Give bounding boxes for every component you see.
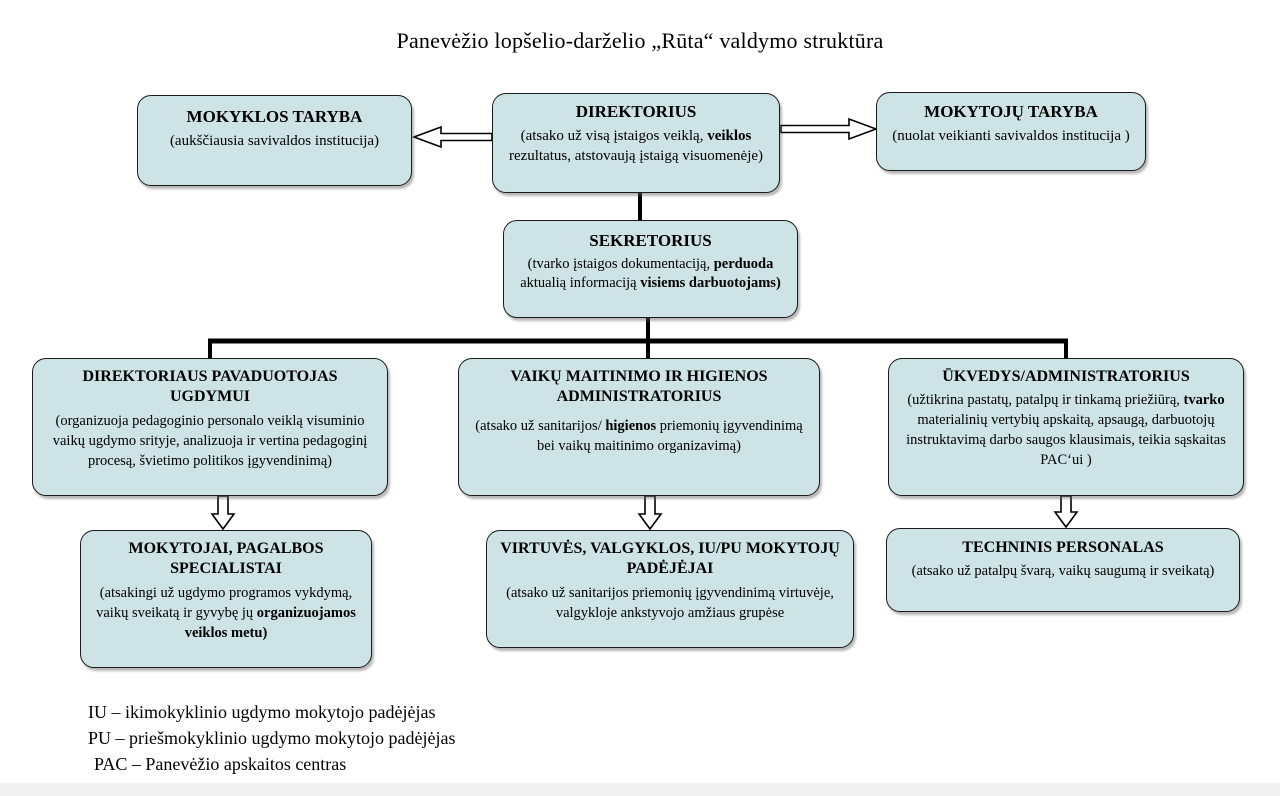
node-description: (užtikrina pastatų, patalpų ir tinkamą priežiūrą, tvarko materialinių vertybių apskaitą, apsaugą, darbuotojų instruktavimą darbo saugos klausimais, teikia sąskaitas PAC‘ui )	[906, 392, 1226, 469]
node-title: SEKRETORIUS	[589, 231, 712, 250]
node-mokytoju-taryba	[876, 92, 1146, 171]
node-title: MOKYTOJAI, PAGALBOS SPECIALISTAI	[128, 540, 324, 578]
legend-item-iu: IU – ikimokyklinio ugdymo mokytojo padėjėjas	[88, 702, 436, 722]
node-title: DIREKTORIAUS PAVADUOTOJAS UGDYMUI	[82, 368, 338, 406]
page-edge-bar	[0, 783, 1280, 796]
node-title: MOKYTOJŲ TARYBA	[924, 102, 1098, 121]
node-mokyklos-taryba	[137, 95, 412, 186]
node-sekretorius	[503, 220, 798, 318]
node-pavaduotojas-ugdymui	[32, 358, 388, 496]
node-maitinimo-administratorius	[458, 358, 820, 496]
arrow-left-icon	[414, 127, 492, 147]
node-description: (atsako už sanitarijos priemonių įgyvendinimą virtuvėje, valgykloje ankstyvojo amžiaus grupėse	[506, 584, 834, 621]
abbreviation-legend	[88, 699, 455, 777]
node-description: (atsako už patalpų švarą, vaikų saugumą ir sveikatą)	[911, 563, 1215, 580]
node-description: (nuolat veikianti savivaldos institucija )	[892, 127, 1130, 144]
arrow-down-left-icon	[212, 496, 234, 529]
diagram-title: Panevėžio lopšelio-darželio „Rūta“ valdymo struktūra	[396, 28, 884, 53]
node-ukvedys-administratorius	[888, 358, 1244, 496]
arrow-right-icon	[781, 119, 876, 139]
node-mokytojai-specialistai	[80, 530, 372, 668]
node-title: VAIKŲ MAITINIMO IR HIGIENOS ADMINISTRATORIUS	[510, 368, 768, 406]
arrow-down-middle-icon	[639, 496, 661, 529]
arrow-down-right-icon	[1055, 496, 1077, 527]
node-description: (organizuoja pedagoginio personalo veiklą visuminio vaikų ugdymo srityje, analizuoja ir vertina pedagoginį procesą, švietimo politikos įgyvendinimą)	[52, 412, 368, 469]
node-description: (atsako už sanitarijos/ higienos priemonių įgyvendinimą bei vaikų maitinimo organizavimą)	[475, 417, 803, 454]
node-direktorius	[492, 93, 780, 193]
node-title: VIRTUVĖS, VALGYKLOS, IU/PU MOKYTOJŲ PADĖJĖJAI	[500, 540, 840, 578]
node-title: TECHNINIS PERSONALAS	[962, 539, 1164, 556]
node-virtuves-padejejai	[486, 530, 854, 648]
node-title: ŪKVEDYS/ADMINISTRATORIUS	[942, 368, 1190, 385]
node-techninis-personalas	[886, 528, 1240, 612]
node-description: (atsakingi už ugdymo programos vykdymą, vaikų sveikatą ir gyvybę jų organizuojamos veiklos metu)	[96, 584, 356, 641]
node-description: (tvarko įstaigos dokumentaciją, perduoda aktualią informaciją visiems darbuotojams)	[520, 255, 781, 292]
node-description: (aukščiausia savivaldos institucija)	[169, 132, 380, 149]
node-title: DIREKTORIUS	[575, 102, 697, 121]
legend-item-pac: PAC – Panevėžio apskaitos centras	[94, 754, 347, 774]
legend-item-pu: PU – priešmokyklinio ugdymo mokytojo padėjėjas	[88, 728, 456, 748]
node-title: MOKYKLOS TARYBA	[186, 107, 363, 126]
node-description: (atsako už visą įstaigos veiklą, veiklos rezultatus, atstovaują įstaigą visuomenėje)	[508, 127, 764, 164]
